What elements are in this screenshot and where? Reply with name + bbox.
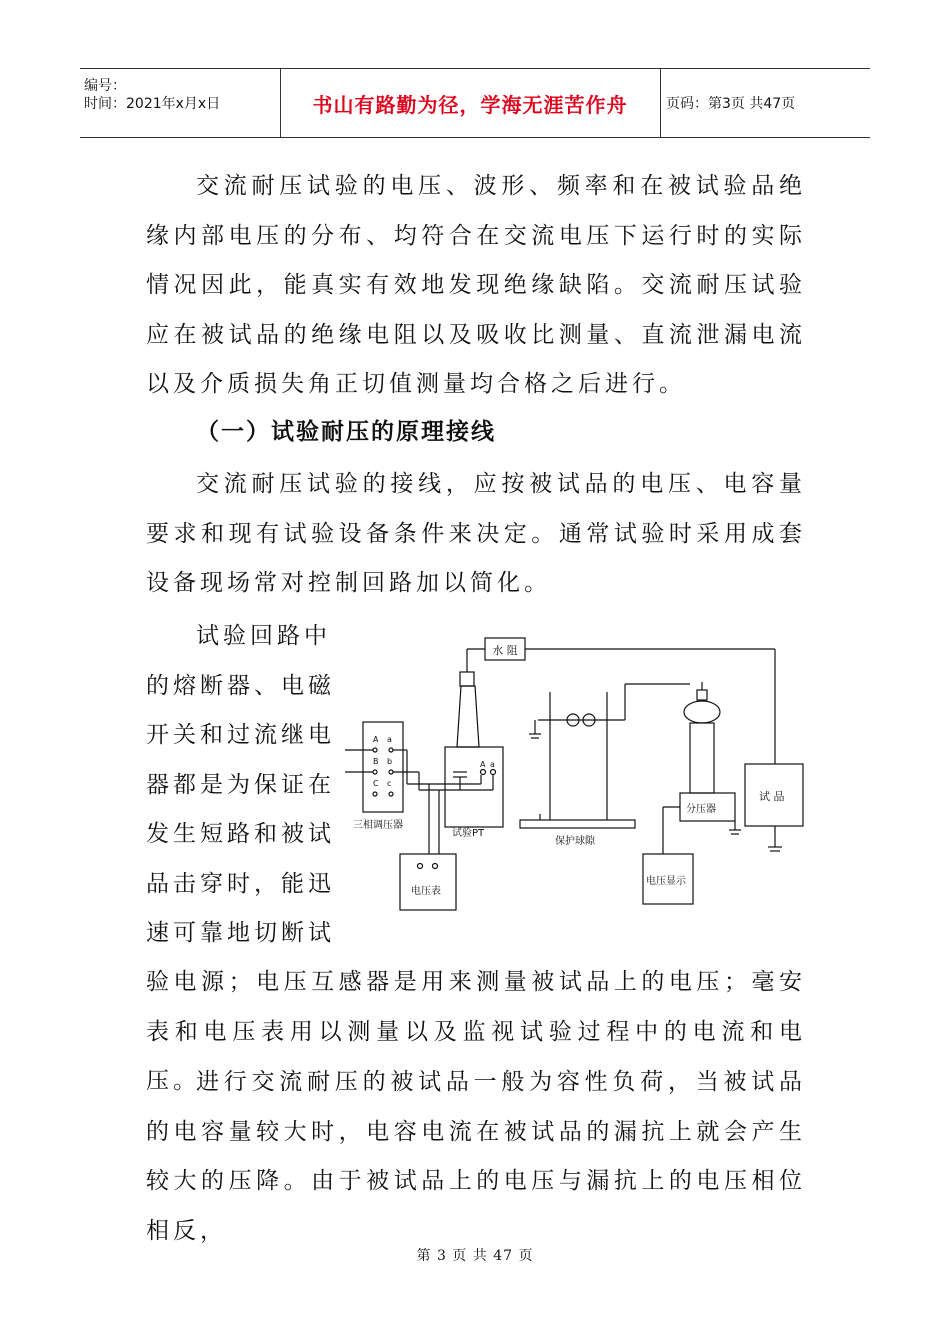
- gap-base: [520, 820, 635, 828]
- test-pt-label: 试验PT: [452, 828, 485, 839]
- number-label: 编号：: [84, 78, 126, 94]
- display-label: 电压显示: [646, 876, 686, 887]
- side-line: 开关和过流继电: [146, 722, 335, 748]
- side-line: 品击穿时，能迅: [146, 870, 335, 897]
- voltmeter-box: [400, 854, 456, 910]
- paragraph-3: 验电源；电压互感器是用来测量被试品上的电压；毫安表和电压表用以测量以及监视试验过程中的电流和电压。: [146, 969, 806, 1094]
- page-header: [80, 68, 870, 138]
- header-motto: 书山有路勤为径，学海无涯苦作舟: [312, 92, 628, 117]
- header-meta: [80, 69, 280, 137]
- paragraph-2: 交流耐压试验的接线，应按被试品的电压、电容量要求和现有试验设备条件来决定。通常试验时采用成套设备现场常对控制回路加以简化。: [146, 471, 806, 596]
- time-label: 时间：2021年x月x日: [84, 96, 221, 112]
- protect-gap-label: 保护球隙: [555, 836, 595, 847]
- pt-term-b: a: [490, 760, 495, 769]
- wiring-diagram: [345, 632, 815, 922]
- side-line: 器都是为保证在: [146, 771, 335, 798]
- section-heading: （一）试验耐压的原理接线: [196, 419, 496, 445]
- reg-term: B: [373, 757, 379, 766]
- reg-term: C: [373, 779, 379, 788]
- specimen-label: 试 品: [759, 790, 785, 803]
- voltmeter-label: 电压表: [411, 886, 441, 897]
- side-line: 试验回路中: [196, 623, 331, 649]
- regulator-label: 三相调压器: [353, 820, 403, 831]
- side-text: [146, 612, 336, 959]
- reg-term: b: [387, 757, 393, 766]
- regulator-box: [363, 722, 403, 812]
- divider-label: 分压器: [686, 804, 716, 815]
- reg-term: c: [387, 779, 392, 788]
- test-pt-box: [445, 747, 503, 827]
- water-resistor-label: 水 阻: [492, 644, 518, 657]
- reg-term: A: [373, 735, 379, 744]
- page-footer: 第 3 页 共 47 页: [416, 1248, 534, 1264]
- pt-term-a: A: [480, 760, 486, 769]
- side-line: 速可靠地切断试: [146, 920, 335, 946]
- reg-term: a: [387, 735, 392, 744]
- side-line: 的熔断器、电磁: [146, 672, 335, 699]
- paragraph-1: 交流耐压试验的电压、波形、频率和在被试验品绝缘内部电压的分布、均符合在交流电压下运行时的实际情况因此，能真实有效地发现绝缘缺陷。交流耐压试验应在被试品的绝缘电阻以及吸收比测量、直流泄漏电流以及介质损失角正切值测量均合格之后进行。: [146, 173, 806, 397]
- header-divider: [660, 69, 661, 137]
- side-line: 发生短路和被试: [146, 821, 335, 847]
- header-page-info: 页码：第3页 共47页: [666, 96, 796, 112]
- paragraph-4: 进行交流耐压的被试品一般为容性负荷，当被试品的电容量较大时，电容电流在被试品的漏抗上就会产生较大的压降。由于被试品上的电压与漏抗上的电压相位相反，: [146, 1069, 806, 1244]
